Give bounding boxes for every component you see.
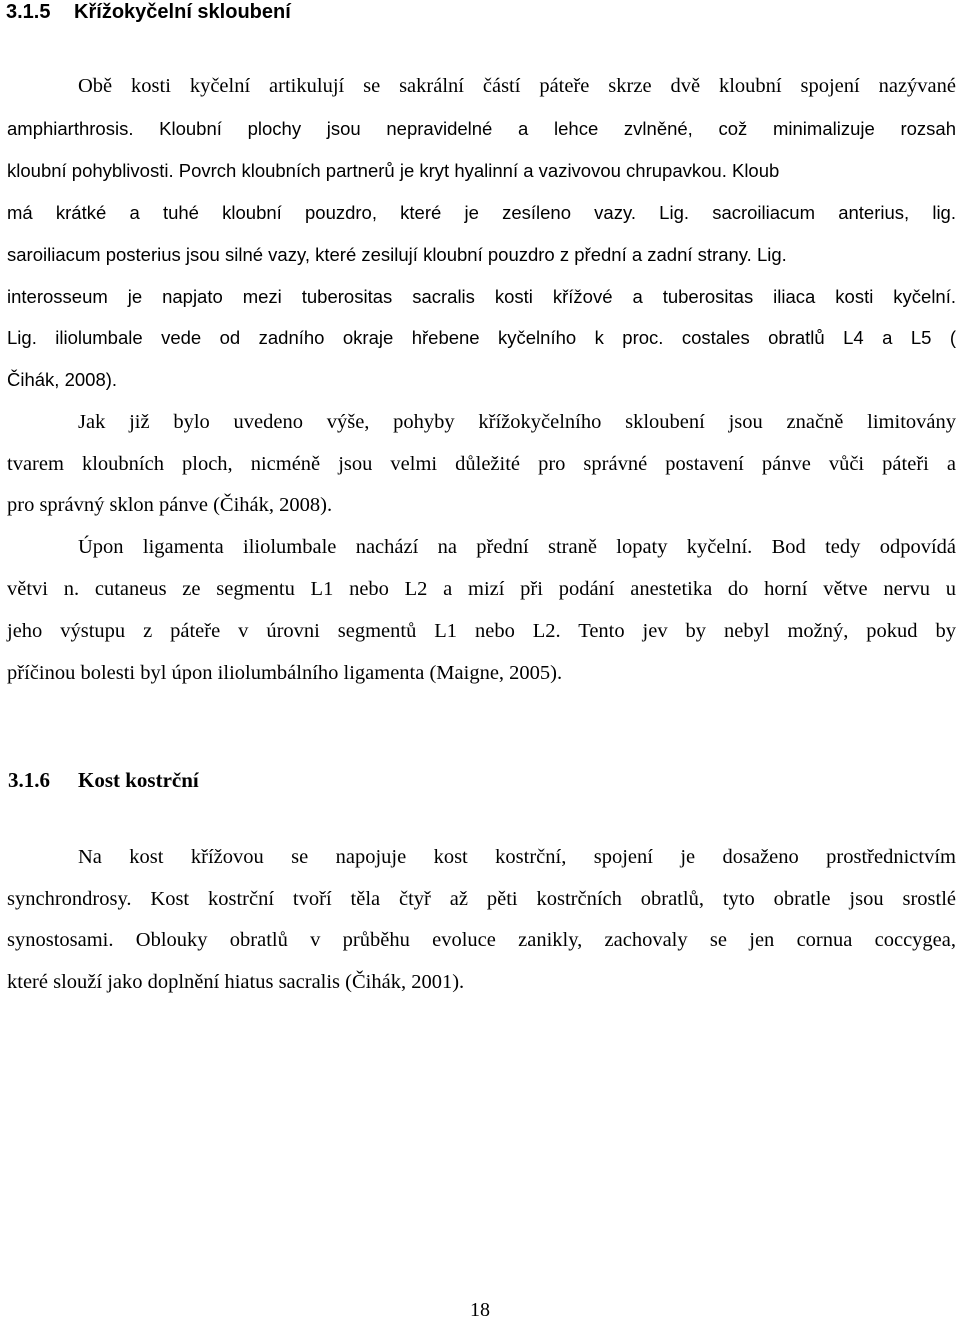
text-line: příčinou bolesti byl úpon iliolumbálního ligamenta (Maigne, 2005). (7, 662, 563, 684)
text-line: interosseum je napjato mezi tuberositas sacralis kosti křížové a tuberositas iliaca kosti kyčelní. (7, 286, 956, 307)
text-line: synostosami. Oblouky obratlů v průběhu evoluce zanikly, zachovaly se jen cornua coccygea, (7, 929, 956, 951)
text-line: pro správný sklon pánve (Čihák, 2008). (7, 494, 333, 516)
text-line: má krátké a tuhé kloubní pouzdro, které je zesíleno vazy. Lig. sacroiliacum anterius, lig. (7, 202, 956, 223)
section-number: 3.1.6 (8, 768, 50, 792)
section-number: 3.1.5 (6, 1, 51, 23)
text-line: synchrondrosy. Kost kostrční tvoří těla čtyř až pěti kostrčních obratlů, tyto obratle jsou srostlé (7, 888, 956, 910)
text-line: saroiliacum posterius jsou silné vazy, které zesilují kloubní pouzdro z přední a zadní strany. Lig. (7, 244, 787, 265)
text-line: Čihák, 2008). (7, 369, 118, 390)
text-line: Obě kosti kyčelní artikulují se sakrální částí páteře skrze dvě kloubní spojení nazývané (78, 75, 956, 97)
section-title: Křížokyčelní skloubení (74, 1, 291, 23)
text-line: amphiarthrosis. Kloubní plochy jsou nepravidelné a lehce zvlněné, což minimalizuje rozsah (7, 118, 956, 139)
page-number: 18 (470, 1299, 490, 1321)
text-line: Na kost křížovou se napojuje kost kostrční, spojení je dosaženo prostřednictvím (78, 846, 956, 868)
section-title: Kost kostrční (78, 768, 199, 792)
text-line: Jak již bylo uvedeno výše, pohyby křížokyčelního skloubení jsou značně limitovány (78, 411, 956, 433)
text-line: kloubní pohyblivosti. Povrch kloubních partnerů je kryt hyalinní a vazivovou chrupavkou. Kloub (7, 160, 780, 181)
text-line: větvi n. cutaneus ze segmentu L1 nebo L2 a mizí při podání anestetika do horní větve nervu u (7, 578, 956, 600)
section-heading-3-1-5 (6, 0, 291, 24)
text-line: Úpon ligamenta iliolumbale nachází na přední straně lopaty kyčelní. Bod tedy odpovídá (78, 536, 956, 558)
text-line: které slouží jako doplnění hiatus sacralis (Čihák, 2001). (7, 971, 465, 993)
text-line: Lig. iliolumbale vede od zadního okraje hřebene kyčelního k proc. costales obratlů L4 a L5 ( (7, 327, 956, 348)
section-heading-3-1-6 (8, 767, 199, 793)
text-line: tvarem kloubních ploch, nicméně jsou velmi důležité pro správné postavení pánve vůči páteři a (7, 453, 956, 475)
text-line: jeho výstupu z páteře v úrovni segmentů L1 nebo L2. Tento jev by nebyl možný, pokud by (7, 620, 956, 642)
